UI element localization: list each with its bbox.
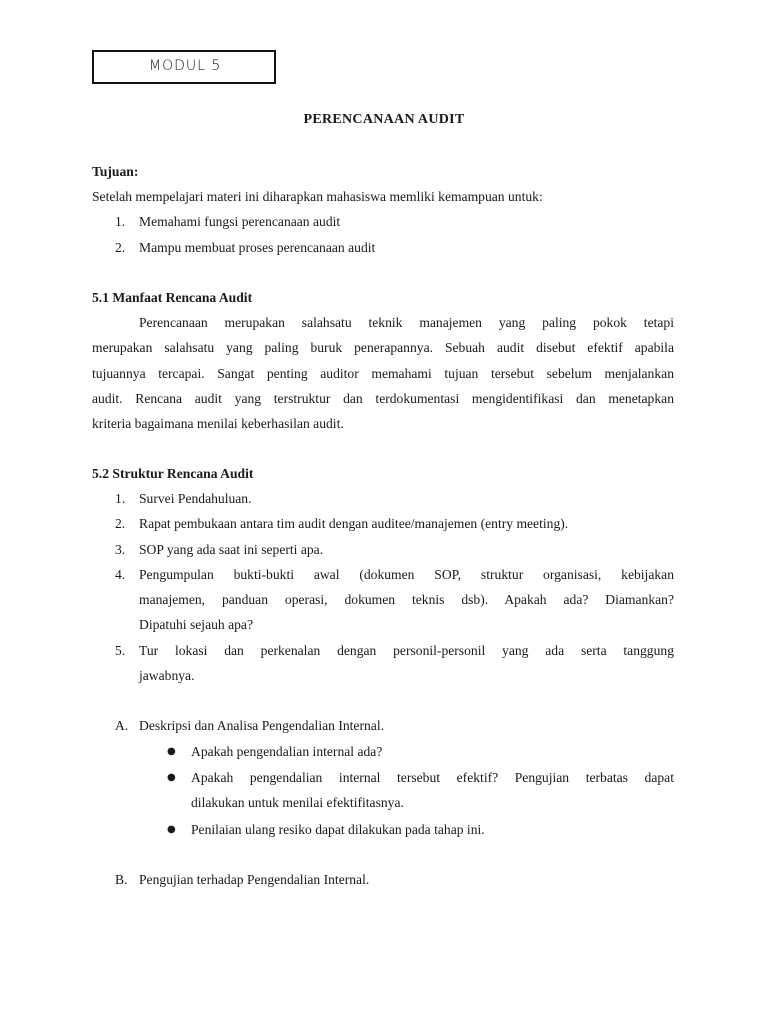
section-heading-5-1: 5.1 Manfaat Rencana Audit: [92, 290, 253, 305]
tujuan-heading: Tujuan:: [92, 164, 139, 179]
section-a-text: Deskripsi dan Analisa Pengendalian Internal.: [139, 718, 384, 733]
list-item-text: Pengumpulan bukti-bukti awal (dokumen SOP, struktur organisasi, kebijakan: [139, 567, 674, 582]
list-item-text: Rapat pembukaan antara tim audit dengan auditee/manajemen (entry meeting).: [139, 516, 569, 531]
tujuan-item-number: 1.: [115, 214, 126, 229]
module-label: MODUL 5: [149, 58, 222, 74]
paragraph-line: Perencanaan merupakan salahsatu teknik manajemen yang paling pokok tetapi: [139, 315, 674, 330]
paragraph-line: merupakan salahsatu yang paling buruk penerapannya. Sebuah audit disebut efektif apabila: [92, 340, 674, 355]
tujuan-item-text: Mampu membuat proses perencanaan audit: [139, 240, 376, 255]
bullet-text: Apakah pengendalian internal tersebut efektif? Pengujian terbatas dapat: [191, 770, 674, 785]
section-b-text: Pengujian terhadap Pengendalian Internal.: [139, 872, 370, 887]
list-item-text: manajemen, panduan operasi, dokumen teknis dsb). Apakah ada? Diamankan?: [139, 592, 674, 607]
list-item-number: 3.: [115, 542, 126, 557]
list-item-number: 5.: [115, 643, 126, 658]
list-item-text: Survei Pendahuluan.: [139, 491, 252, 506]
list-item-number: 2.: [115, 516, 126, 531]
paragraph-line: kriteria bagaimana menilai keberhasilan audit.: [92, 416, 344, 431]
page-title: PERENCANAAN AUDIT: [303, 112, 465, 127]
section-a-label: A.: [115, 718, 129, 733]
list-item-text: Dipatuhi sejauh apa?: [139, 617, 253, 632]
paragraph-line: audit. Rencana audit yang terstruktur dan terdokumentasi mengidentifikasi dan menetapkan: [92, 391, 674, 406]
paragraph-line: tujuannya tercapai. Sangat penting auditor memahami tujuan tersebut sebelum menjalankan: [92, 366, 674, 381]
list-item-text: jawabnya.: [139, 668, 195, 683]
list-item-text: Tur lokasi dan perkenalan dengan personil-personil yang ada serta tanggung: [139, 643, 674, 658]
tujuan-item-text: Memahami fungsi perencanaan audit: [139, 214, 341, 229]
bullet-icon: ●: [167, 772, 176, 783]
list-item-number: 1.: [115, 491, 126, 506]
list-item-text: SOP yang ada saat ini seperti apa.: [139, 542, 324, 557]
module-label-box: [92, 50, 276, 84]
bullet-icon: ●: [167, 746, 176, 757]
list-item-number: 4.: [115, 567, 126, 582]
tujuan-intro: Setelah mempelajari materi ini diharapkan mahasiswa memliki kemampuan untuk:: [92, 189, 543, 204]
bullet-text: Penilaian ulang resiko dapat dilakukan pada tahap ini.: [191, 822, 485, 837]
tujuan-item-number: 2.: [115, 240, 126, 255]
bullet-text: Apakah pengendalian internal ada?: [191, 744, 383, 759]
bullet-text: dilakukan untuk menilai efektifitasnya.: [191, 795, 404, 810]
bullet-icon: ●: [167, 824, 176, 835]
section-heading-5-2: 5.2 Struktur Rencana Audit: [92, 466, 254, 481]
section-b-label: B.: [115, 872, 128, 887]
